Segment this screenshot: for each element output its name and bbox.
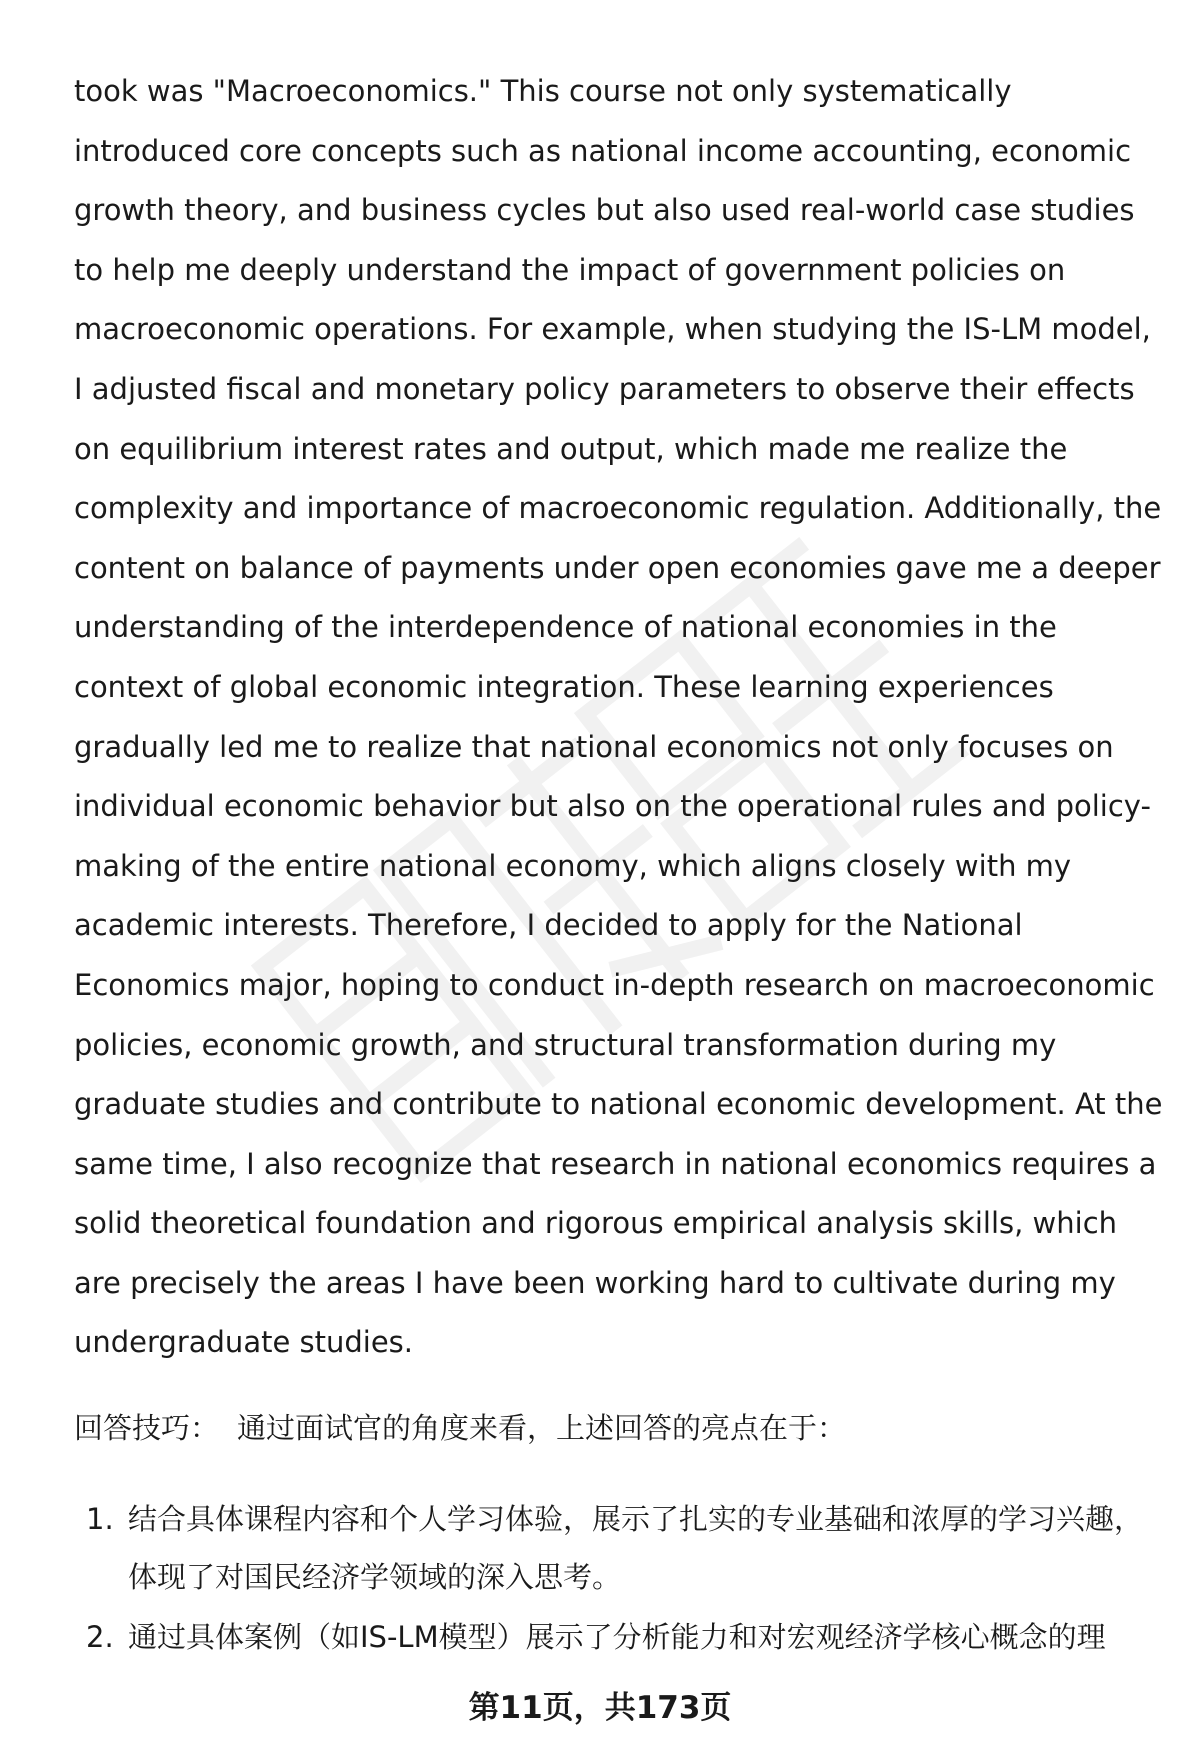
list-item: [74, 1608, 1164, 1666]
list-item: [74, 1490, 1164, 1606]
body-paragraph: took was "Macroeconomics." This course not only systematically introduced core concepts such as national income accounting, economic growth theory, and business cycles but also used real-world case studies to help me deeply understand the impact of government policies on macroeconomic operations. For example, when studying the IS-LM model, I adjusted fiscal and monetary policy parameters to observe their effects on equilibrium interest rates and output, which made me realize the complexity and importance of macroeconomic regulation. Additionally, the content on balance of payments under open economies gave me a deeper understanding of the interdependence of national economies in the context of global economic integration. These learning experiences gradually led me to realize that national economics not only focuses on individual economic behavior but also on the operational rules and policy-making of the entire national economy, which aligns closely with my academic interests. Therefore, I decided to apply for the National Economics major, hoping to conduct in-depth research on macroeconomic policies, economic growth, and structural transformation during my graduate studies and contribute to national economic development. At the same time, I also recognize that research in national economics requires a solid theoretical foundation and rigorous empirical analysis skills, which are precisely the areas I have been working hard to cultivate during my undergraduate studies.: [74, 74, 1163, 1360]
tips-heading: [74, 1404, 846, 1452]
list-item-number: 2.: [86, 1620, 114, 1654]
list-item-number: 1.: [86, 1502, 114, 1536]
page-number-footer: 第11页，共173页: [468, 1690, 732, 1726]
list-item-text: 通过具体案例（如IS-LM模型）展示了分析能力和对宏观经济学核心概念的理: [128, 1620, 1106, 1654]
tips-list: [74, 1490, 1164, 1668]
tips-intro: 通过面试官的角度来看，上述回答的亮点在于：: [237, 1411, 847, 1445]
list-item-text: 结合具体课程内容和个人学习体验，展示了扎实的专业基础和浓厚的学习兴趣，体现了对国民经济学领域的深入思考。: [128, 1502, 1144, 1594]
tips-label: 回答技巧：: [74, 1411, 220, 1445]
